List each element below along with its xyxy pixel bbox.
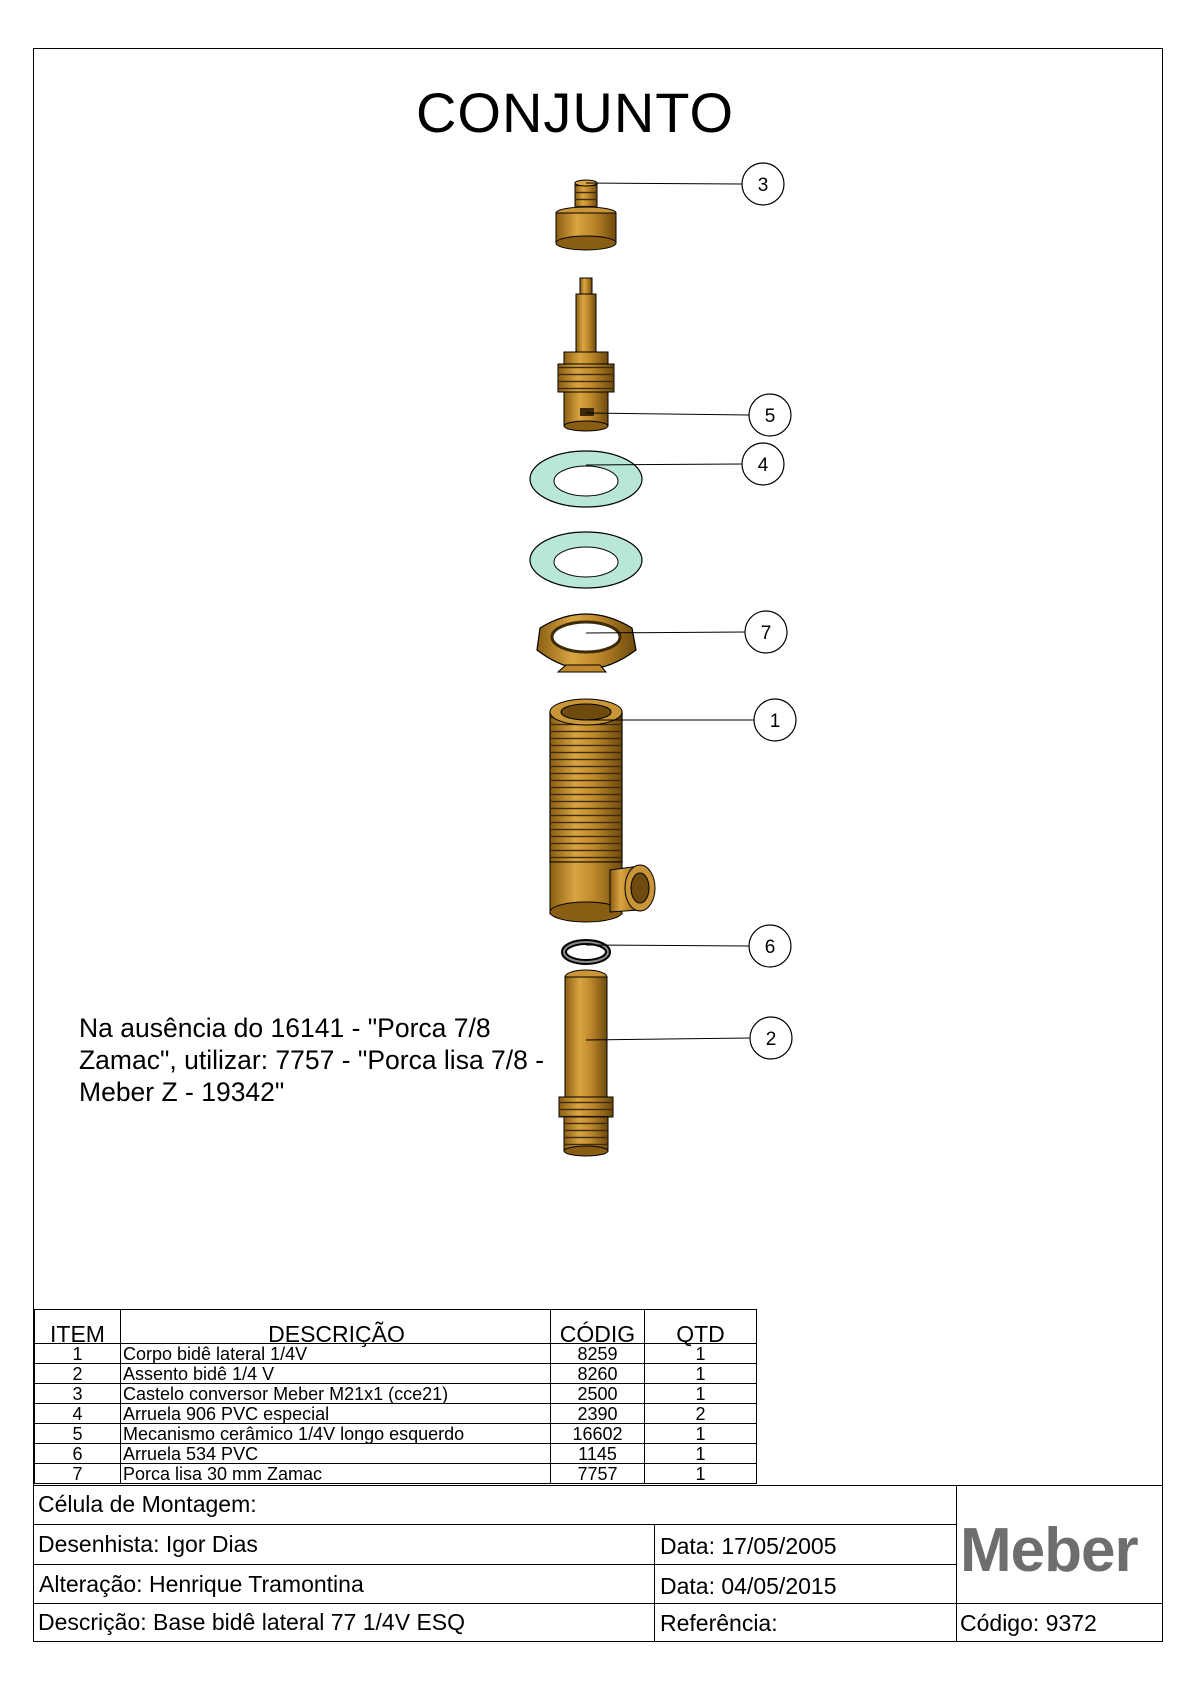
balloon-number: 6 (764, 937, 776, 958)
table-row (35, 1384, 757, 1404)
cell-codigo: 1145 (551, 1444, 645, 1464)
cell-item: 3 (35, 1384, 121, 1404)
referencia-label: Referência: (660, 1610, 778, 1636)
descricao-field (38, 1609, 465, 1636)
table-row (35, 1444, 757, 1464)
cell-item: 5 (35, 1424, 121, 1444)
cell-item: 1 (35, 1344, 121, 1364)
codigo-label: Código: (960, 1610, 1040, 1636)
balloon-number: 5 (764, 406, 776, 427)
castelo-part-icon (556, 180, 616, 250)
balloon-number: 7 (760, 623, 772, 644)
leader-line (586, 413, 749, 415)
balloon-number: 2 (765, 1029, 777, 1050)
cell-item: 7 (35, 1464, 121, 1484)
cell-codigo: 7757 (551, 1464, 645, 1484)
title-block-row-divider (34, 1564, 956, 1565)
cell-codigo: 8260 (551, 1364, 645, 1384)
desenhista-label: Desenhista: (38, 1531, 160, 1557)
codigo-value: 9372 (1045, 1610, 1097, 1636)
cell-codigo: 8259 (551, 1344, 645, 1364)
cell-qtd: 1 (645, 1464, 757, 1484)
column-header-qtd: QTD (645, 1310, 757, 1344)
data-criacao-label: Data: (660, 1533, 715, 1559)
desenhista-field (38, 1531, 258, 1558)
cell-descricao: Arruela 906 PVC especial (121, 1404, 551, 1424)
cell-descricao: Porca lisa 30 mm Zamac (121, 1464, 551, 1484)
data-criacao-value: 17/05/2005 (721, 1533, 837, 1559)
cell-item: 4 (35, 1404, 121, 1424)
codigo-field (960, 1610, 1097, 1637)
data-criacao-field (660, 1533, 837, 1560)
cell-qtd: 1 (645, 1364, 757, 1384)
descricao-value: Base bidê lateral 77 1/4V ESQ (153, 1609, 466, 1635)
alteracao-value: Henrique Tramontina (148, 1571, 364, 1597)
alteracao-label: Alteração: (39, 1571, 143, 1597)
balloon-number: 4 (757, 455, 769, 476)
table-row (35, 1424, 757, 1444)
substitution-note: Na ausência do 16141 - "Porca 7/8 Zamac", utilizar: 7757 - "Porca lisa 7/8 - Meber Z - 19342" (79, 1013, 545, 1107)
cell-descricao: Corpo bidê lateral 1/4V (121, 1344, 551, 1364)
desenhista-value: Igor Dias (165, 1531, 258, 1557)
cell-codigo: 2390 (551, 1404, 645, 1424)
title-block-column-divider (956, 1485, 957, 1642)
balloon-item-3 (586, 163, 784, 205)
cell-descricao: Assento bidê 1/4 V (121, 1364, 551, 1384)
arruela-pvc-part-icon (530, 451, 642, 588)
cell-descricao: Arruela 534 PVC (121, 1444, 551, 1464)
data-alteracao-field (660, 1573, 837, 1600)
cell-descricao: Mecanismo cerâmico 1/4V longo esquerdo (121, 1424, 551, 1444)
balloon-number: 1 (769, 711, 781, 732)
leader-line (586, 183, 742, 184)
data-alteracao-value: 04/05/2015 (721, 1573, 837, 1599)
leader-line (586, 1038, 750, 1040)
balloon-item-5 (586, 394, 791, 436)
column-header-descricao: DESCRIÇÃO (121, 1310, 551, 1344)
cell-codigo: 16602 (551, 1424, 645, 1444)
bill-of-materials-table (34, 1309, 757, 1484)
cell-qtd: 1 (645, 1424, 757, 1444)
celula-label: Célula de Montagem: (38, 1491, 257, 1517)
cell-qtd: 2 (645, 1404, 757, 1424)
cell-qtd: 1 (645, 1444, 757, 1464)
leader-line (586, 945, 749, 946)
balloon-number: 3 (757, 175, 769, 196)
cell-item: 2 (35, 1364, 121, 1384)
data-alteracao-label: Data: (660, 1573, 715, 1599)
cell-qtd: 1 (645, 1344, 757, 1364)
title-block-row-divider (34, 1485, 1162, 1486)
corpo-bide-part-icon (550, 699, 655, 922)
cell-codigo: 2500 (551, 1384, 645, 1404)
table-row (35, 1404, 757, 1424)
meber-logo: Meber (960, 1516, 1138, 1585)
alteracao-field (39, 1571, 364, 1598)
table-row (35, 1364, 757, 1384)
cell-item: 6 (35, 1444, 121, 1464)
assento-bide-part-icon (559, 970, 613, 1156)
porca-lisa-part-icon (537, 614, 636, 672)
cell-descricao: Castelo conversor Meber M21x1 (cce21) (121, 1384, 551, 1404)
title-block-row-divider (34, 1603, 1162, 1604)
column-header-item: ITEM (35, 1310, 121, 1344)
descricao-label: Descrição: (38, 1609, 147, 1635)
table-row (35, 1464, 757, 1484)
drawing-title: CONJUNTO (415, 81, 735, 144)
title-block-row-divider (34, 1524, 956, 1525)
table-header-row (35, 1310, 757, 1344)
title-block-column-divider (654, 1524, 655, 1642)
column-header-codigo: CÓDIG (551, 1310, 645, 1344)
cell-qtd: 1 (645, 1384, 757, 1404)
mecanismo-ceramico-part-icon (558, 278, 614, 431)
balloon-item-6 (586, 925, 791, 967)
balloon-item-2 (586, 1017, 792, 1059)
